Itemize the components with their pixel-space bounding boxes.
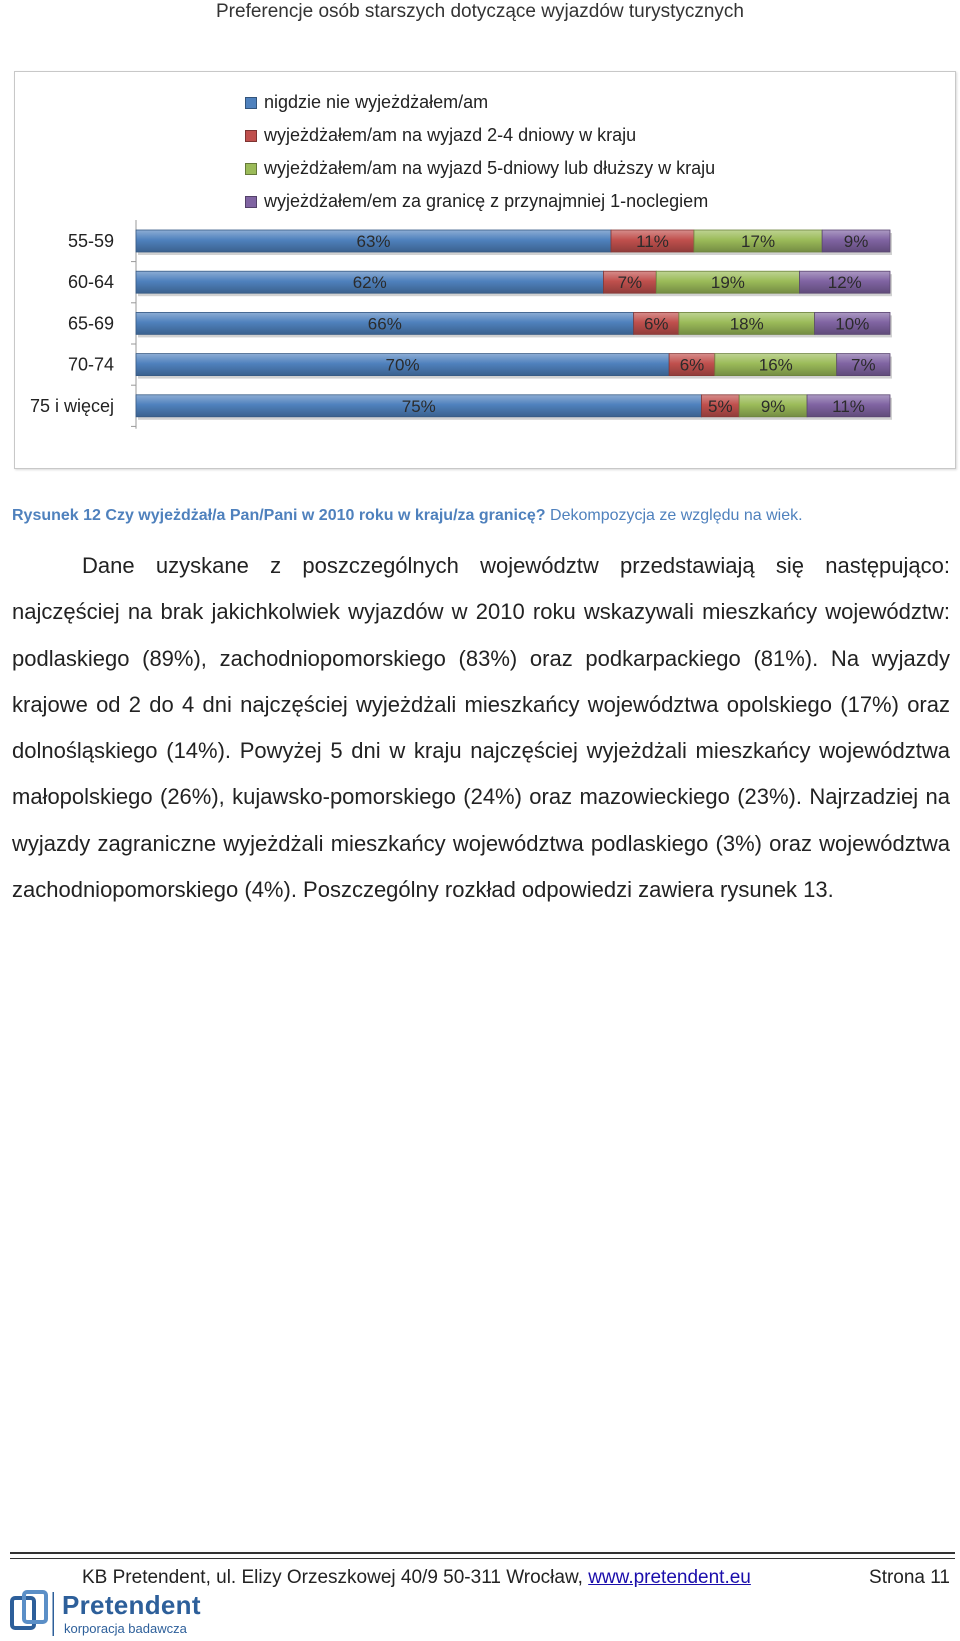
pretendent-logo — [10, 1590, 230, 1636]
stacked-bar-chart — [15, 72, 955, 468]
data-label: 11% — [636, 232, 669, 251]
category-label: 70-74 — [67, 354, 114, 375]
logo-subtitle: korporacja badawcza — [64, 1621, 187, 1636]
data-label: 19% — [710, 273, 745, 293]
chart-container — [14, 71, 956, 469]
data-label: 66% — [367, 314, 402, 334]
legend-label-series-2: wyjeżdżałem/am na wyjazd 5-dniowy lub dłuższy w kraju — [264, 158, 716, 178]
body-paragraph: Dane uzyskane z poszczególnych województw przedstawiają się następująco: najczęściej na brak jakichkolwiek wyjazdów w 2010 roku wskazywali mieszkańcy województw: podlaskiego (89%), zachodniopomorskiego (83%) oraz podkarpackiego (81%). Na wyjazdy krajowe od 2 do 4 dni najczęściej wyjeżdżali mieszkańcy województwa opolskiego (17%) oraz dolnośląskiego (14%). Powyżej 5 dni w kraju najczęściej wyjeżdżali mieszkańcy województwa małopolskiego (26%), kujawsko-pomorskiego (24%) oraz mazowieckiego (23%). Najrzadziej na wyjazdy zagraniczne wyjeżdżali mieszkańcy województwa podlaskiego (3%) oraz województwa zachodniopomorskiego (4%). Poszczególny rozkład odpowiedzi zawiera rysunek 13. — [12, 553, 950, 903]
category-label: 65-69 — [67, 313, 114, 334]
data-label: 7% — [851, 355, 876, 375]
body-text — [12, 543, 950, 913]
data-label: 16% — [758, 355, 793, 375]
data-label: 75% — [401, 396, 436, 416]
data-label: 9% — [843, 232, 869, 251]
data-label: 9% — [760, 396, 786, 416]
data-label: 10% — [835, 314, 870, 334]
logo-mark-icon — [10, 1590, 54, 1636]
data-label: 63% — [356, 232, 391, 251]
footer-rule — [10, 1552, 955, 1554]
running-header: Preferencje osób starszych dotyczące wyjazdów turystycznych — [216, 1, 744, 22]
legend-label-series-3: wyjeżdżałem/em za granicę z przynajmniej 1-noclegiem — [264, 191, 709, 211]
footer-rule-thin — [10, 1558, 955, 1559]
data-label: 12% — [827, 273, 862, 293]
footer-address-text: KB Pretendent, ul. Elizy Orzeszkowej 40/9 50-311 Wrocław, — [82, 1567, 589, 1588]
figure-caption — [12, 507, 803, 525]
footer-address — [82, 1564, 751, 1592]
legend-label-series-0: nigdzie nie wyjeżdżałem/am — [264, 92, 489, 112]
legend-label-series-1: wyjeżdżałem/am na wyjazd 2-4 dniowy w kraju — [264, 125, 637, 145]
page-footer — [12, 1564, 950, 1592]
data-label: 11% — [832, 396, 865, 416]
data-label: 6% — [679, 355, 705, 375]
footer-website-link[interactable]: www.pretendent.eu — [588, 1567, 751, 1588]
category-label: 60-64 — [67, 272, 114, 293]
caption-bold: Rysunek 12 Czy wyjeżdżał/a Pan/Pani w 2010 roku w kraju/za granicę? — [12, 507, 546, 524]
data-label: 5% — [708, 396, 733, 416]
category-label: 55-59 — [67, 231, 114, 251]
page-number: Strona 11 — [869, 1567, 950, 1588]
caption-rest: Dekompozycja ze względu na wiek. — [545, 507, 803, 524]
category-label: 75 i więcej — [29, 395, 114, 416]
data-label: 7% — [617, 273, 643, 293]
data-label: 6% — [643, 314, 669, 334]
data-label: 18% — [729, 314, 764, 334]
data-label: 17% — [741, 232, 776, 251]
data-label: 62% — [352, 273, 387, 293]
data-label: 70% — [385, 355, 420, 375]
logo-name: Pretendent — [62, 1590, 201, 1620]
